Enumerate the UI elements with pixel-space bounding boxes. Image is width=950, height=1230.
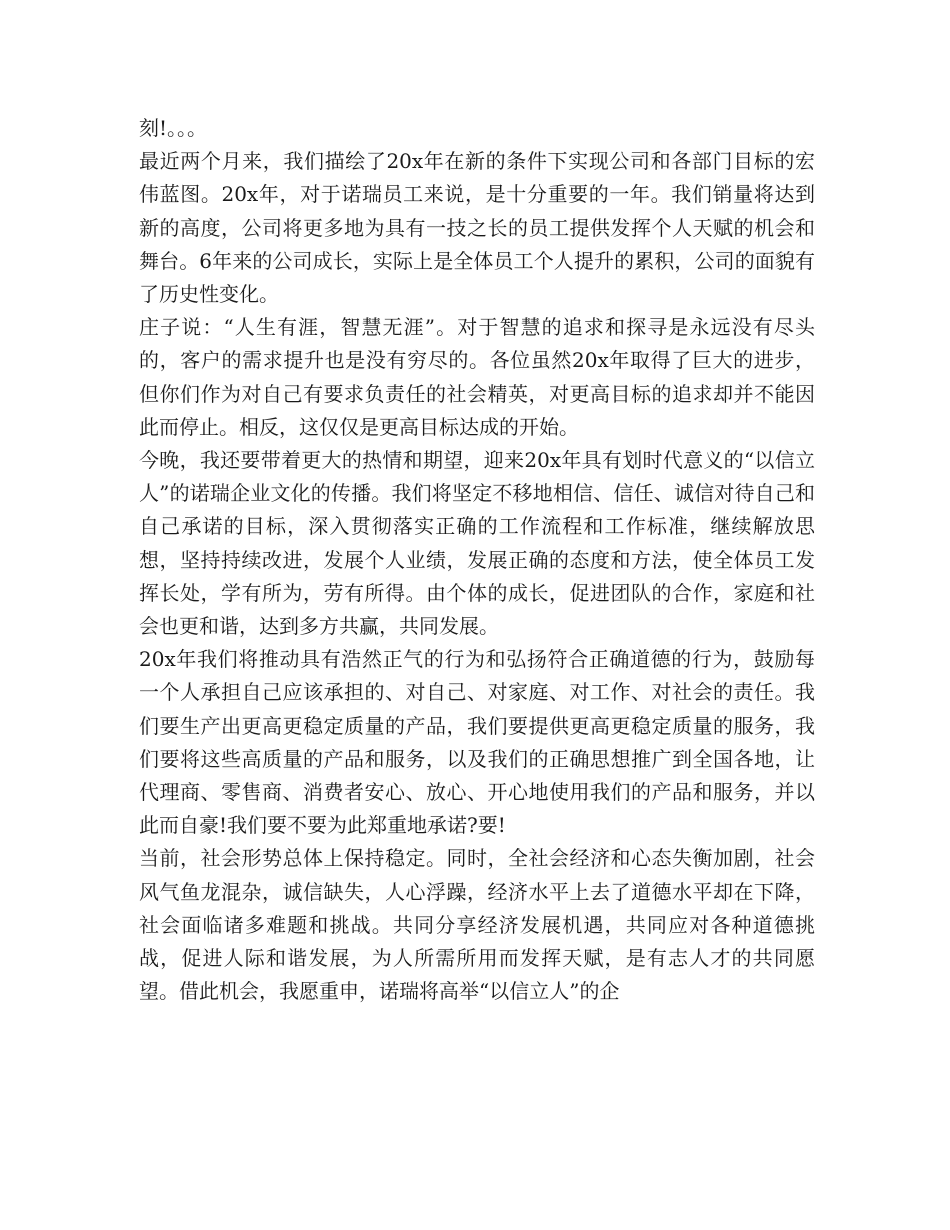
document-body — [139, 112, 815, 1008]
paragraph-zhuangzi: 庄子说：“人生有涯，智慧无涯”。对于智慧的追求和探寻是永远没有尽头的，客户的需求提升也是没有穷尽的。各位虽然20x年取得了巨大的进步，但你们作为对自己有要求负责任的社会精英，对更高目标的追求却并不能因此而停止。相反，这仅仅是更高目标达成的开始。 — [139, 315, 815, 439]
paragraph-continuation: 刻!。。。 — [139, 116, 208, 140]
paragraph-tonight: 今晚，我还要带着更大的热情和期望，迎来20x年具有划时代意义的“以信立人”的诺瑞企业文化的传播。我们将坚定不移地相信、信任、诚信对待自己和自己承诺的目标，深入贯彻落实正确的工作流程和工作标准，继续解放思想，坚持持续改进，发展个人业绩，发展正确的态度和方法，使全体员工发挥长处，学有所为，劳有所得。由个体的成长，促进团队的合作，家庭和社会也更和谐，达到多方共赢，共同发展。 — [139, 448, 815, 639]
paragraph-responsibility: 20x年我们将推动具有浩然正气的行为和弘扬符合正确道德的行为，鼓励每一个人承担自己应该承担的、对自己、对家庭、对工作、对社会的责任。我们要生产出更高更稳定质量的产品，我们要提供更高更稳定质量的服务，我们要将这些高质量的产品和服务，以及我们的正确思想推广到全国各地，让代理商、零售商、消费者安心、放心、开心地使用我们的产品和服务，并以此而自豪!我们要不要为此郑重地承诺?要! — [139, 647, 815, 838]
paragraph-current-situation: 当前，社会形势总体上保持稳定。同时，全社会经济和心态失衡加剧，社会风气鱼龙混杂，诚信缺失，人心浮躁，经济水平上去了道德水平却在下降，社会面临诸多难题和挑战。共同分享经济发展机遇，共同应对各种道德挑战，促进人际和谐发展，为人所需所用而发挥天赋，是有志人才的共同愿望。借此机会，我愿重申，诺瑞将高举“以信立人”的企 — [139, 846, 815, 1004]
paragraph-blueprint: 最近两个月来，我们描绘了20x年在新的条件下实现公司和各部门目标的宏伟蓝图。20x年，对于诺瑞员工来说，是十分重要的一年。我们销量将达到新的高度，公司将更多地为具有一技之长的员工提供发挥个人天赋的机会和舞台。6年来的公司成长，实际上是全体员工个人提升的累积，公司的面貌有了历史性变化。 — [139, 149, 815, 307]
